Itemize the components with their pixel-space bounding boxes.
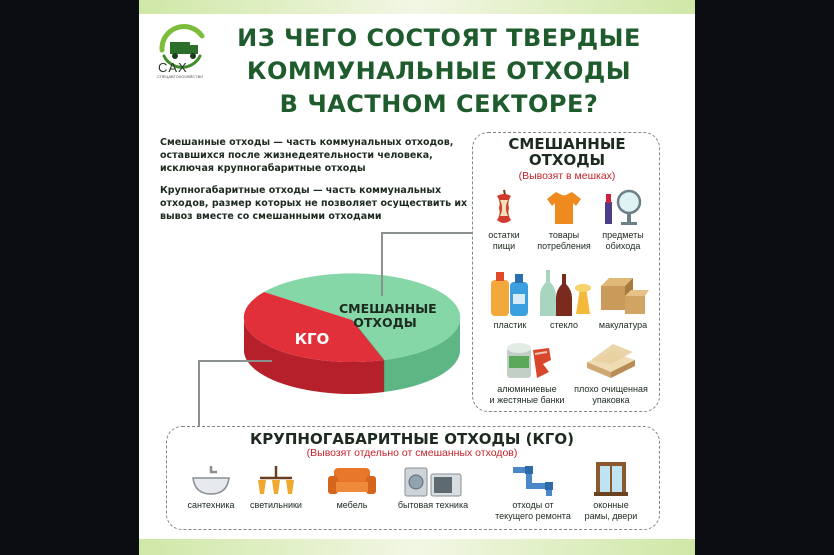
page-title <box>199 22 679 121</box>
mixed-waste-subtitle: (Вывозят в мешках) <box>518 170 616 182</box>
bulky-item <box>175 464 247 511</box>
sofa-icon <box>326 464 378 498</box>
connector-line <box>198 360 200 426</box>
item-label: мебель <box>336 500 368 510</box>
pie-label-mixed: СМЕШАННЫЕ ОТХОДЫ <box>339 301 437 330</box>
bulky-item <box>315 464 389 511</box>
bottom-decor-bar <box>139 539 695 555</box>
item-label: оконные рамы, двери <box>584 500 638 521</box>
title-line: СМЕШАННЫЕ <box>508 135 626 153</box>
pipes-icon <box>509 464 557 498</box>
waste-item <box>483 338 571 406</box>
bulky-waste-subtitle: (Вывозят отдельно от смешанных отходов) <box>306 447 518 459</box>
tshirt-icon <box>544 188 584 228</box>
bulky-item <box>571 460 651 522</box>
title-line: ИЗ ЧЕГО СОСТОЯТ ТВЕРДЫЕ <box>237 24 641 52</box>
top-decor-bar <box>139 0 695 14</box>
waste-item <box>583 266 663 331</box>
mixed-waste-title <box>472 136 662 168</box>
item-label: алюминиевые и жестяные банки <box>489 384 565 405</box>
chandelier-icon <box>254 464 298 498</box>
item-label: бытовая техника <box>397 500 469 510</box>
bulky-item <box>385 464 481 511</box>
plastic-bottles-icon <box>488 266 532 318</box>
connector-line <box>381 232 383 296</box>
item-label: остатки пищи <box>488 230 520 251</box>
apple-core-icon <box>489 188 519 228</box>
logo-text: CAX <box>158 60 188 75</box>
item-label: товары потребления <box>537 230 591 251</box>
window-frame-icon <box>594 460 628 498</box>
title-line: ОТХОДЫ <box>528 151 606 169</box>
bulky-waste-title: КРУПНОГАБАРИТНЫЕ ОТХОДЫ (КГО) <box>250 430 574 448</box>
cardboard-boxes-icon <box>595 266 651 318</box>
sink-icon <box>191 464 231 498</box>
cosmetics-mirror-icon <box>601 188 645 228</box>
item-label: макулатура <box>598 320 648 330</box>
waste-item <box>587 188 659 252</box>
title-line: КОММУНАЛЬНЫЕ ОТХОДЫ <box>246 57 632 85</box>
bulky-item <box>239 464 313 511</box>
waste-pie-chart <box>234 272 470 412</box>
connector-line <box>381 232 473 234</box>
item-label: предметы обихода <box>602 230 644 251</box>
connector-line <box>198 360 272 362</box>
pie-label-kgo: КГО <box>294 330 330 348</box>
logo-subtext: СПЕЦАВТОХОЗЯЙСТВО <box>157 74 204 79</box>
item-label: стекло <box>550 320 578 330</box>
waste-item <box>563 338 659 406</box>
item-label: светильники <box>250 500 302 510</box>
item-label: плохо очищенная упаковка <box>574 384 648 405</box>
item-label: пластик <box>493 320 527 330</box>
bulky-waste-definition: Крупногабаритные отходы — часть коммунальных отходов, размер которых не позволяет осуществить их вывоз вместе со смешанными отходами <box>160 185 468 222</box>
infographic-poster <box>139 0 695 555</box>
pizza-box-icon <box>581 338 641 382</box>
item-label: отходы от текущего ремонта <box>495 500 571 521</box>
mixed-waste-definition: Смешанные отходы — часть коммунальных отходов, оставшихся после жизнедеятельности человека, исключая крупногабаритные отходы <box>160 137 454 174</box>
appliances-icon <box>403 464 463 498</box>
tin-cans-icon <box>499 338 555 382</box>
item-label: сантехника <box>187 500 235 510</box>
bulky-item <box>485 464 581 522</box>
title-line: В ЧАСТНОМ СЕКТОРЕ? <box>279 90 599 118</box>
